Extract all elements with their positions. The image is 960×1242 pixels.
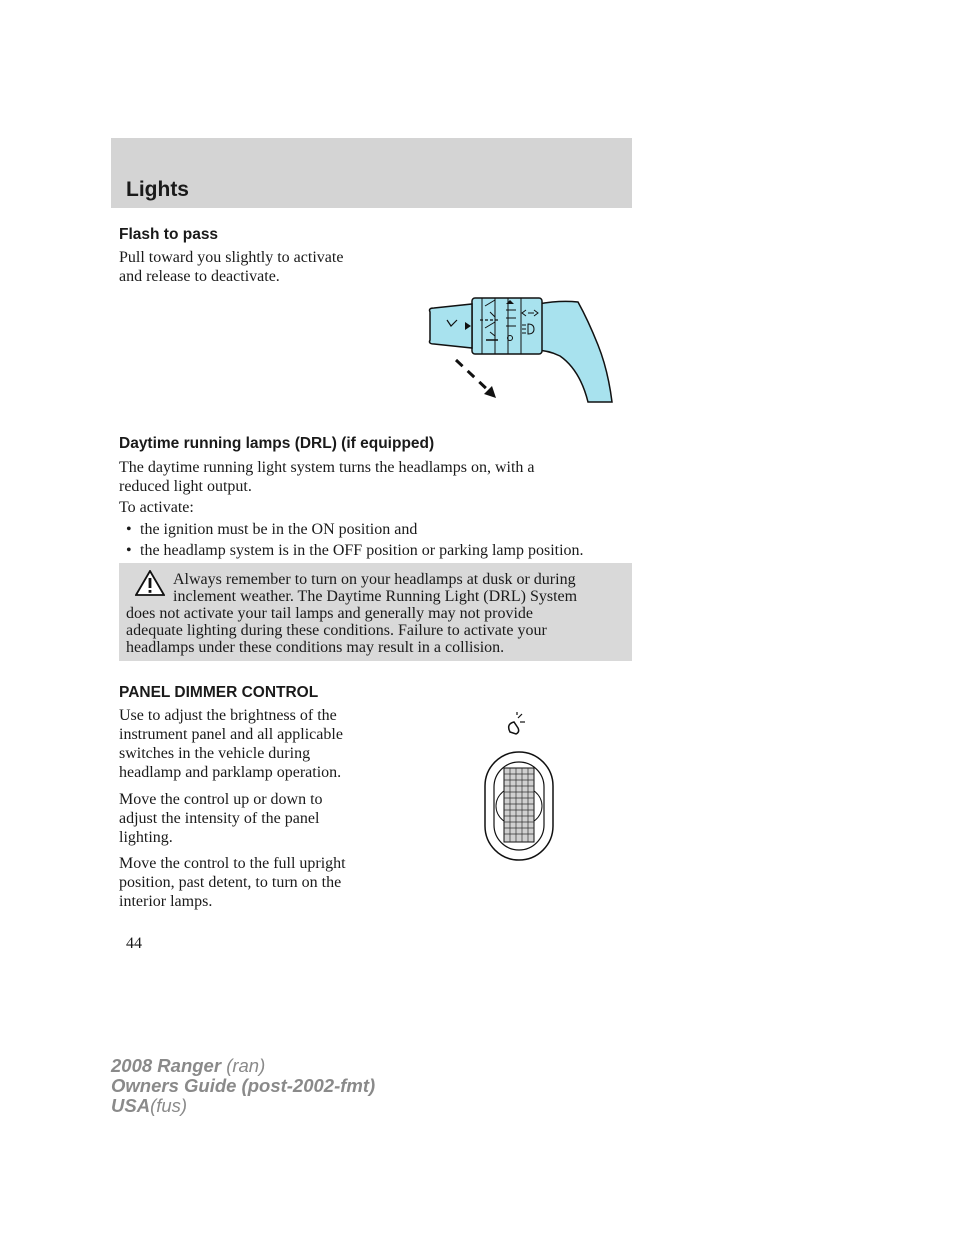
flash-to-pass-text [119,248,343,286]
bullet-symbol: • [126,542,132,559]
text-line: The daytime running light system turns the headlamps on, with a [119,459,535,476]
panel-dimmer-para2 [119,790,323,847]
text-line: reduced light output. [119,478,252,495]
warning-line: Always remember to turn on your headlamps at dusk or during [173,571,576,588]
panel-dimmer-para3 [119,854,346,911]
drl-intro [119,458,534,496]
bullet-text: the headlamp system is in the OFF position or parking lamp position. [140,542,584,559]
interior-lamp-icon [509,712,525,734]
warning-line: adequate lighting during these conditions. Failure to activate your [126,622,547,639]
warning-line: headlamps under these conditions may result in a collision. [126,639,505,656]
page-number: 44 [126,935,142,952]
panel-dimmer-para1 [119,706,343,782]
warning-triangle-icon [135,570,165,596]
text-line: Pull toward you slightly to activate [119,249,344,266]
footer-guide: Owners Guide (post-2002-fmt) [111,1075,376,1096]
text-line: and release to deactivate. [119,268,280,285]
text-line: position, past detent, to turn on the [119,874,342,891]
list-item [126,520,417,539]
text-line: headlamp and parklamp operation. [119,764,342,781]
bullet-symbol: • [126,521,132,538]
footer-market-code: (fus) [150,1095,188,1116]
footer-model: 2008 Ranger [111,1055,222,1076]
panel-dimmer-heading: PANEL DIMMER CONTROL [119,684,319,701]
footer-model-code: (ran) [226,1055,266,1076]
bullet-text: the ignition must be in the ON position and [140,521,418,538]
section-header-band [111,138,632,208]
text-line: instrument panel and all applicable [119,726,343,743]
activate-label: To activate: [119,499,194,516]
warning-line: inclement weather. The Daytime Running Light (DRL) System [173,588,578,605]
text-line: Move the control to the full upright [119,855,346,872]
flash-to-pass-heading: Flash to pass [119,226,219,243]
warning-line: does not activate your tail lamps and generally may not provide [126,605,533,622]
text-line: switches in the vehicle during [119,745,311,762]
footer-line-3 [111,1096,187,1116]
footer-market: USA [111,1095,151,1116]
text-line: lighting. [119,829,173,846]
panel-dimmer-illustration [480,712,560,862]
section-title: Lights [126,178,189,201]
text-line: Use to adjust the brightness of the [119,707,337,724]
footer-line-1 [111,1056,265,1076]
list-item [126,541,584,560]
text-line: adjust the intensity of the panel [119,810,320,827]
footer-line-2 [111,1076,375,1096]
text-line: interior lamps. [119,893,213,910]
drl-heading: Daytime running lamps (DRL) (if equipped) [119,435,435,452]
text-line: Move the control up or down to [119,791,323,808]
multifunction-stalk-illustration [410,290,625,410]
